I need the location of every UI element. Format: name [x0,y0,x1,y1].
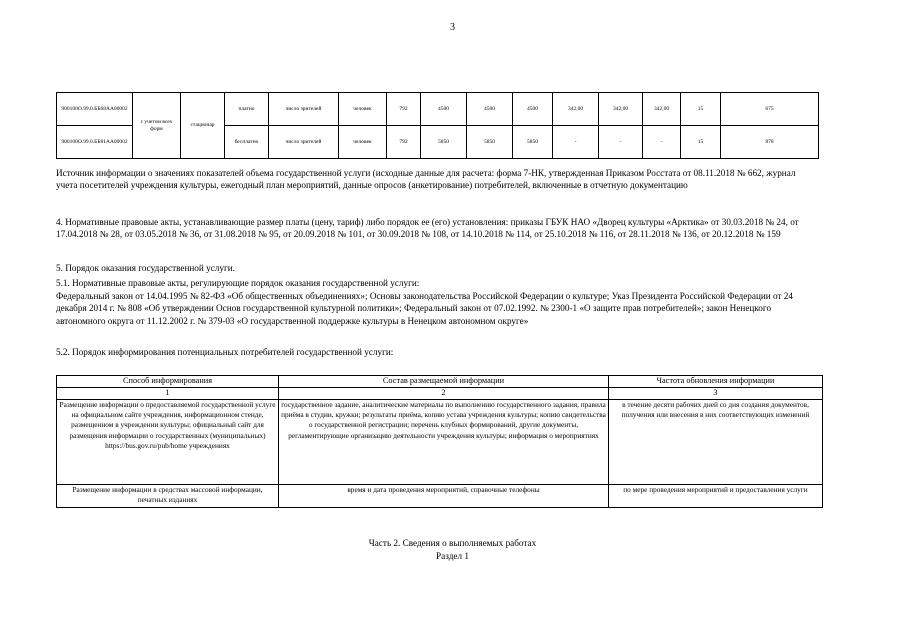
service-procedure-heading: 5. Порядок оказания государственной услуги. [56,263,235,273]
deviation-absolute-cell: 675 [721,93,819,126]
method-cell: Размещение информации в средствах массовой информации, печатных изданиях [57,484,279,507]
value-cell: 4500 [421,93,467,126]
okei-cell: 792 [387,93,421,126]
content-cell: государственное задание, аналитические материалы по выполнению государственного задания, правила приёма в студии, кружки; результаты приёма, копию устава учреждения культуры; копию свидетельства о государственной регистрации; перечень клубных формирований, другие документы, регламентирующие организацию деятельности учреждения культуры; информация о мероприятиях [279,399,609,484]
table-row [57,93,819,126]
price-cell: 342,00 [553,93,599,126]
column-number: 1 [57,388,279,400]
unit-cell: человек [339,126,387,159]
column-number-row [57,388,823,400]
price-cell: 342,00 [643,93,681,126]
category-cell: с учетом всех форм [133,93,181,159]
source-info-paragraph: Источник информации о значениях показателей объема государственной услуги (исходные данные для расчета: форма 7-НК, утвержденная Приказом Росстата от 08.11.2018 № 662, журнал учета посетителей учреждения культуры, ежегодный план мероприятий, данные опросов (анкетирование) потребителей, включенные в отчетную документацию [56,168,796,191]
value-cell: 4500 [467,93,513,126]
column-number: 2 [279,388,609,400]
indicator-cell: число зрителей [269,93,339,126]
price-cell: - [643,126,681,159]
part-title: Часть 2. Сведения о выполняемых работах [368,538,537,548]
section-title: Раздел 1 [436,551,469,561]
price-cell: - [599,126,643,159]
volume-indicators-table [56,92,819,159]
value-cell: 4500 [513,93,553,126]
regulatory-acts-list: Федеральный закон от 14.04.1995 № 82-ФЗ «Об общественных объединениях»; Основы законодательства Российской Федерации о культуре; Указ Президента Российской Федерации от 24 декабря 2014 г. № 808 «Об утверждении Основ государственной культурной политики»; Федеральный закон от 07.02.1992. № 2300-1 «О защите прав потребителей»; закон Ненецкого автономного округа от 11.12.2002 г. № 379-03 «О государственной поддержке культуры в Ненецком автономном округе» [56,291,793,326]
column-header: Состав размещаемой информации [279,376,609,388]
page-number: 3 [450,22,455,33]
registry-code-cell: 900100О.99.0.ББ68АА00002 [57,93,133,126]
frequency-cell: по мере проведения мероприятий и предоставления услуги [609,484,823,507]
frequency-cell: в течение десяти рабочих дней со дня создания документов, получения или внесения в них соответствующих изменений [609,399,823,484]
unit-cell: человек [339,93,387,126]
method-cell: Размещение информации о предоставляемой государственной услуге на официальном сайте учреждения, информационном стенде, размещенном в учреждении культуры; официальный сайт для размещения информации о государственных (муниципальных) https://bus.gov.ru/pub/home учреждениях [57,399,279,484]
informing-table [56,375,823,508]
informing-procedure-heading: 5.2. Порядок информирования потенциальных потребителей государственной услуги: [56,347,394,357]
price-cell: 342,00 [599,93,643,126]
indicator-cell: число зрителей [269,126,339,159]
place-cell: стационар [181,93,225,159]
value-cell: 5850 [467,126,513,159]
deviation-percent-cell: 15 [681,93,721,126]
column-header: Способ информирования [57,376,279,388]
deviation-percent-cell: 15 [681,126,721,159]
payment-cell: бесплатно [225,126,269,159]
payment-cell: платно [225,93,269,126]
pricing-acts-paragraph: 4. Нормативные правовые акты, устанавливающие размер платы (цену, тариф) либо порядок ее (его) установления: приказы ГБУК НАО «Дворец культуры «Арктика» от 30.03.2018 № 24, от 17.04.2018 № 28, от 03.05.2018 № 36, от 31.08.2018 № 95, от 20.09.2018 № 101, от 30.09.2018 № 108, от 14.10.2018 № 114, от 25.10.2018 № 116, от 28.11.2018 № 136, от 20.12.2018 № 159 [56,217,799,240]
value-cell: 5850 [513,126,553,159]
price-cell: - [553,126,599,159]
column-header: Частота обновления информации [609,376,823,388]
column-number: 3 [609,388,823,400]
table-row [57,484,823,507]
table-header-row [57,376,823,388]
okei-cell: 792 [387,126,421,159]
registry-code-cell: 900100О.99.0.ББ81АА00002 [57,126,133,159]
content-cell: время и дата проведения мероприятий, справочные телефоны [279,484,609,507]
value-cell: 5850 [421,126,467,159]
table-row [57,399,823,484]
regulatory-acts-heading: 5.1. Нормативные правовые акты, регулирующие порядок оказания государственной услуги: [56,278,420,288]
deviation-absolute-cell: 878 [721,126,819,159]
